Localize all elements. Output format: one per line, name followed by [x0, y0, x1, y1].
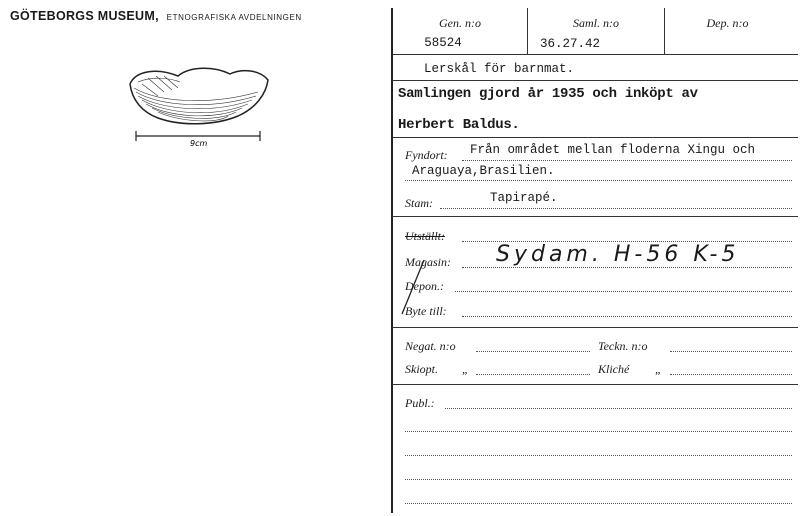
kliche-label: Kliché [598, 362, 630, 376]
fyndort-label: Fyndort: [405, 148, 448, 162]
pen-slash [398, 258, 428, 316]
cell-divider [664, 8, 665, 54]
row-divider [393, 137, 798, 138]
description: Lerskål för barnmat. [424, 62, 575, 76]
stam-value: Tapirapé. [490, 191, 558, 205]
collection-line-2: Herbert Baldus. [398, 117, 520, 133]
publ-label: Publ.: [405, 396, 435, 410]
department-name: ETNOGRAFISKA AVDELNINGEN [166, 13, 302, 22]
byte-label: Byte till: [405, 304, 447, 318]
fyndort-line-2: Araguaya,Brasilien. [412, 164, 555, 178]
skiopt-label: Skiopt. [405, 362, 438, 376]
dep-label: Dep. n:o [706, 16, 749, 30]
saml-value: 36.27.42 [540, 37, 601, 51]
fyndort-line-1: Från området mellan floderna Xingu och [470, 143, 756, 157]
kliche-ditto: „ [655, 362, 662, 376]
row-divider [393, 80, 798, 81]
depon-label: Depon.: [405, 279, 444, 293]
stam-label: Stam: [405, 196, 433, 210]
gen-value: 58524 [424, 36, 462, 50]
gen-label: Gen. n:o [439, 16, 481, 30]
saml-label: Saml. n:o [573, 16, 619, 30]
row-divider [393, 216, 798, 217]
negat-label: Negat. n:o [405, 339, 456, 353]
row-divider [393, 327, 798, 328]
skiopt-ditto: „ [462, 362, 469, 376]
teckn-label: Teckn. n:o [598, 339, 648, 353]
bowl-outline [130, 68, 268, 124]
museum-name: GÖTEBORGS MUSEUM, [10, 9, 159, 23]
card-left-border [391, 8, 393, 513]
magasin-label: Magasin: [405, 255, 451, 269]
utstallt-label: Utställt: [405, 229, 446, 243]
magasin-value: Sydam. H-56 K-5 [496, 242, 740, 267]
bowl-sketch [118, 62, 278, 162]
collection-line-1: Samlingen gjord år 1935 och inköpt av [398, 86, 698, 102]
row-divider [393, 384, 798, 385]
cell-divider [527, 8, 528, 54]
museum-header [10, 9, 302, 23]
row-divider [393, 54, 798, 55]
scale-label: 9cm [190, 139, 208, 148]
